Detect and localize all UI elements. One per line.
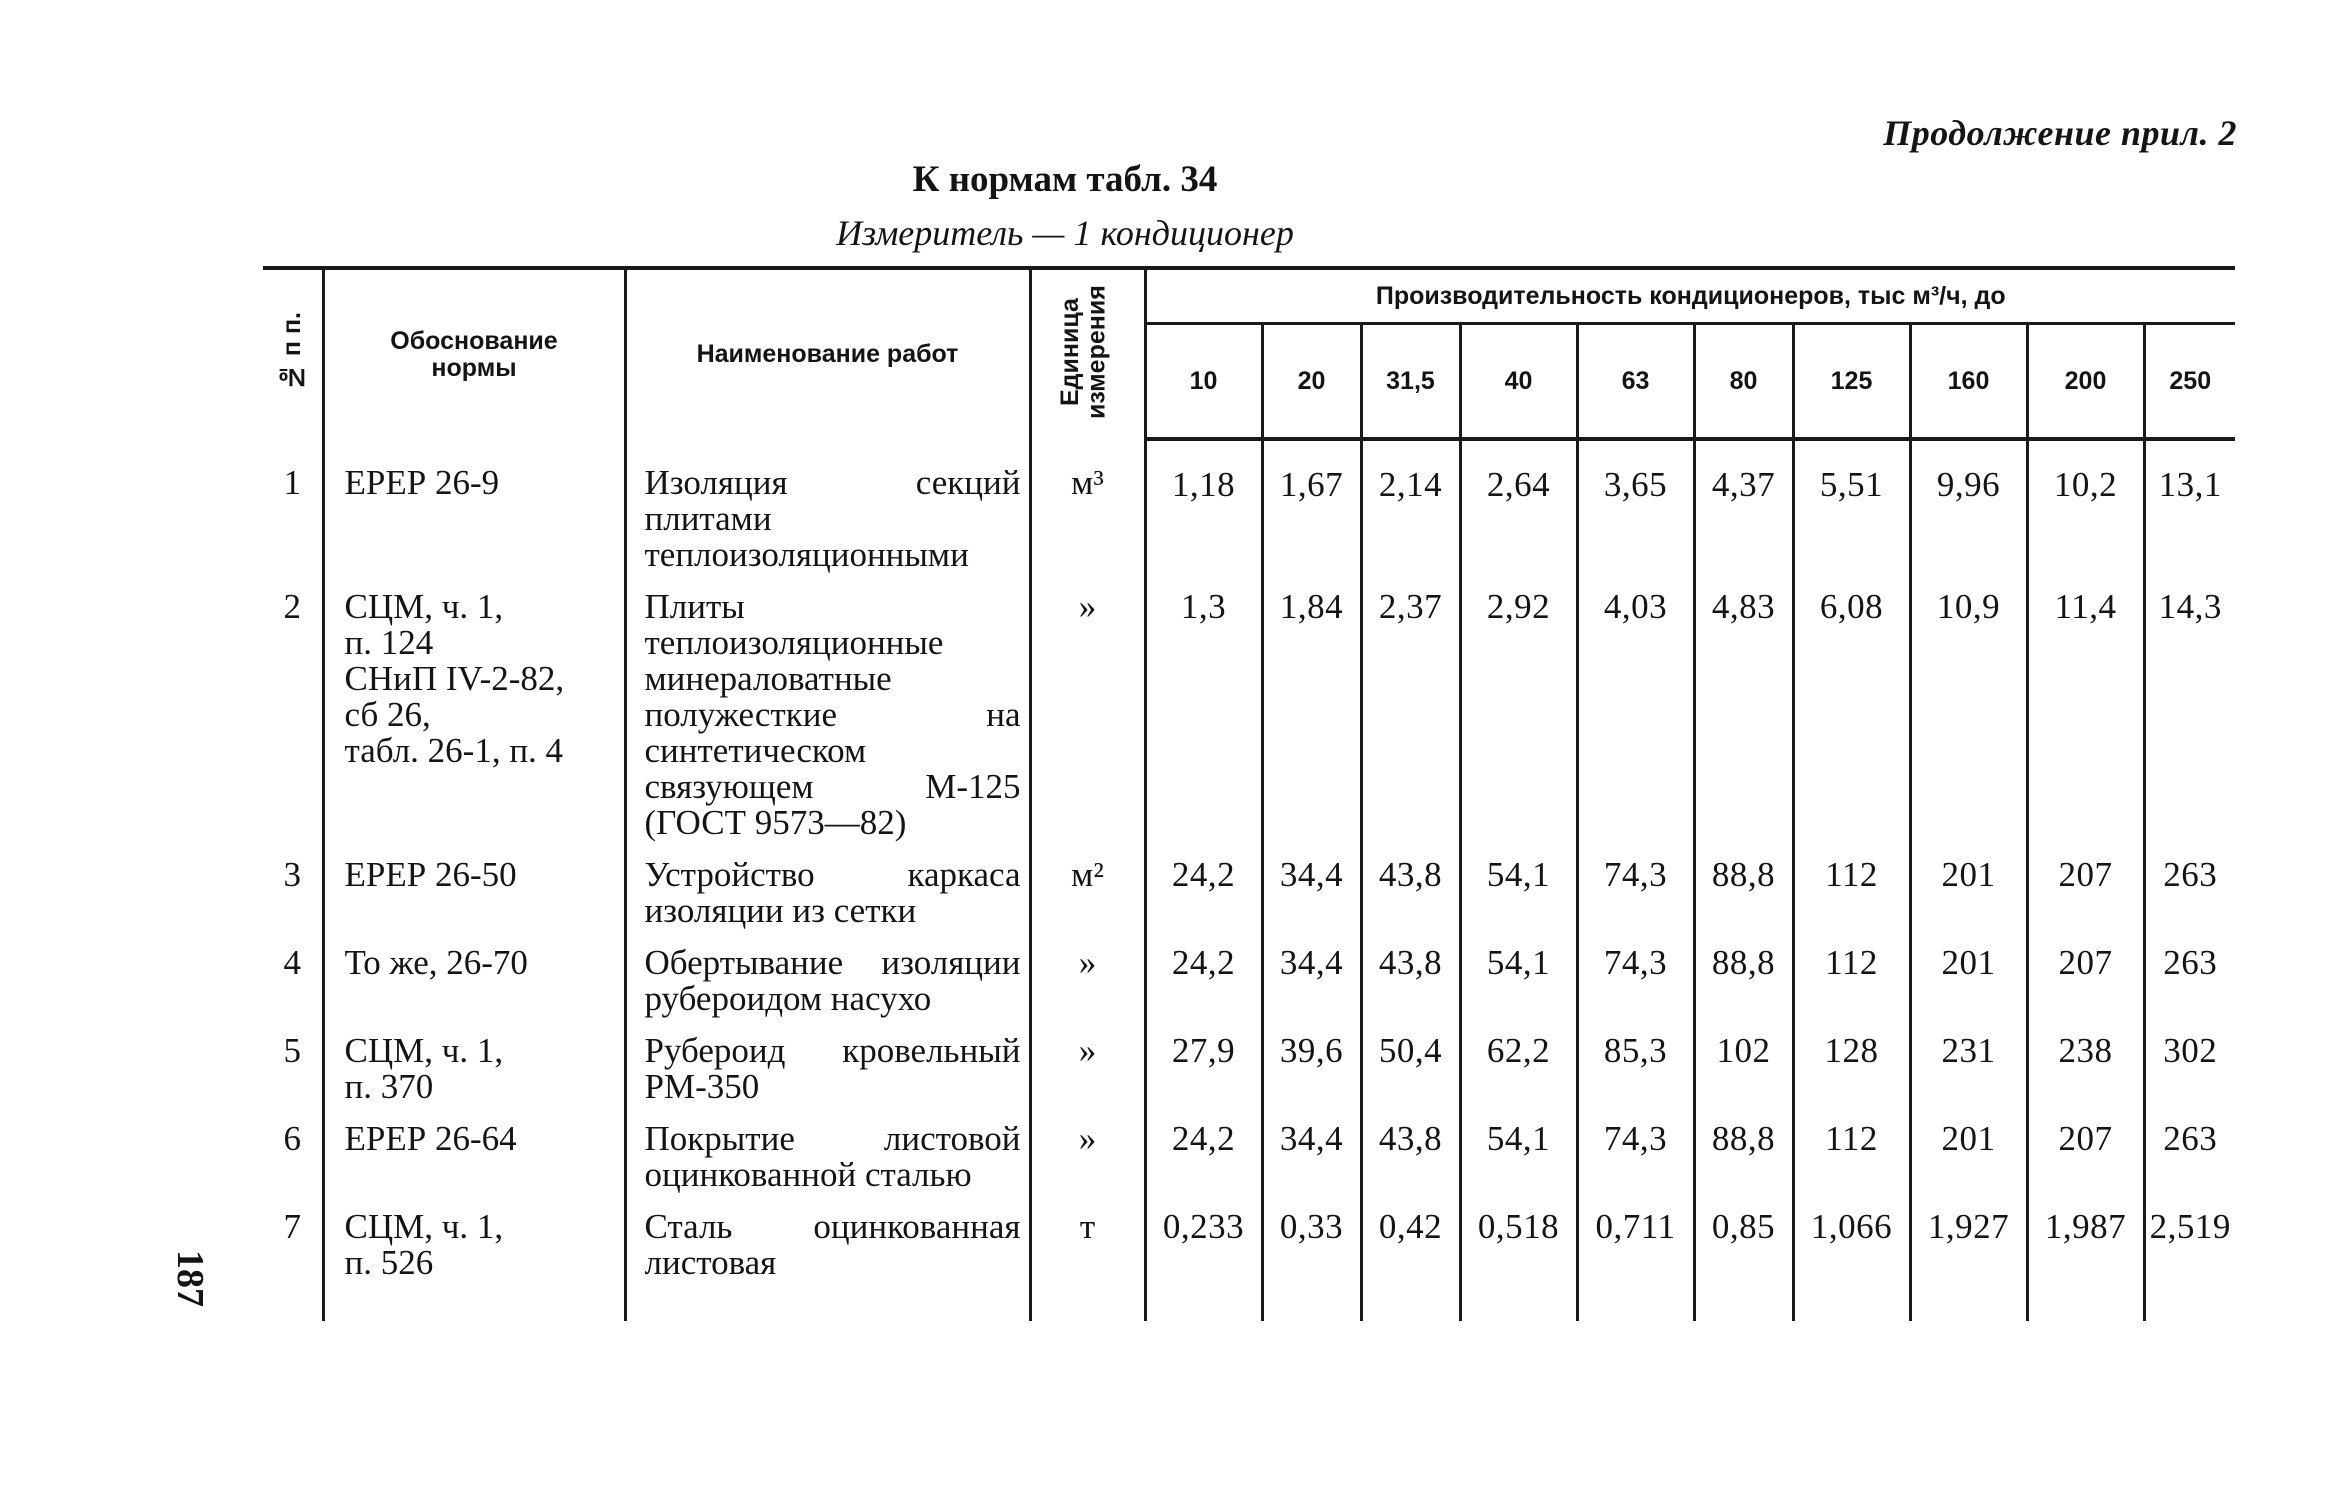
capacity-header-cell: 125: [1793, 324, 1910, 440]
value-cell: 54,1: [1460, 1115, 1577, 1203]
value-cell: 231: [1910, 1027, 2027, 1115]
norm-basis-line: ЕРЕР 26-9: [344, 463, 500, 502]
value-cell: 6,08: [1793, 583, 1910, 851]
norm-basis-cell: [323, 439, 625, 583]
row-number: 7: [283, 1207, 301, 1246]
value-cell: 88,8: [1694, 939, 1793, 1027]
capacity-header-cell: 200: [2027, 324, 2144, 440]
value-cell: 112: [1793, 851, 1910, 939]
row-number: 5: [283, 1031, 301, 1070]
value-cell: 1,927: [1910, 1203, 2027, 1321]
capacity-header-cell: 160: [1910, 324, 2027, 440]
value-cell: 201: [1910, 851, 2027, 939]
value-cell: 50,4: [1361, 1027, 1460, 1115]
value-cell: 34,4: [1262, 939, 1361, 1027]
table-row: [263, 439, 2235, 583]
capacity-header-cell: 63: [1577, 324, 1694, 440]
value-cell: 74,3: [1577, 851, 1694, 939]
table-title: К нормам табл. 34: [912, 159, 1218, 200]
norm-basis-line: СЦМ, ч. 1,: [344, 1207, 504, 1246]
value-cell: 0,518: [1460, 1203, 1577, 1321]
column-header-basis: Обоснование нормы: [323, 268, 625, 439]
header-row: [263, 268, 2235, 324]
table-row: [263, 851, 2235, 939]
capacity-header-cell: 80: [1694, 324, 1793, 440]
unit-cell: »: [1030, 1027, 1145, 1115]
value-cell: 10,2: [2027, 439, 2144, 583]
norm-basis-line: п. 370: [344, 1067, 434, 1106]
table-body: [263, 439, 2235, 1321]
work-name-cell: Сталь оцинкованная листовая: [625, 1203, 1030, 1321]
norm-basis-line: СЦМ, ч. 1,: [344, 1031, 504, 1070]
column-header-unit: Единица измерения: [1030, 268, 1145, 439]
value-cell: 263: [2144, 939, 2235, 1027]
column-header-work: Наименование работ: [625, 268, 1030, 439]
value-cell: 43,8: [1361, 851, 1460, 939]
value-cell: 88,8: [1694, 1115, 1793, 1203]
value-cell: 27,9: [1145, 1027, 1262, 1115]
value-cell: 112: [1793, 939, 1910, 1027]
continuation-note: Продолжение прил. 2: [1883, 113, 2237, 153]
capacity-header-cell: 31,5: [1361, 324, 1460, 440]
value-cell: 238: [2027, 1027, 2144, 1115]
value-cell: 54,1: [1460, 939, 1577, 1027]
table-row: [263, 939, 2235, 1027]
value-cell: 2,92: [1460, 583, 1577, 851]
value-cell: 74,3: [1577, 1115, 1694, 1203]
norm-basis-line: ЕРЕР 26-50: [344, 855, 517, 894]
norm-basis-cell: [323, 1203, 625, 1321]
value-cell: 34,4: [1262, 851, 1361, 939]
norm-basis-line: сб 26,: [344, 695, 431, 734]
value-cell: 24,2: [1145, 939, 1262, 1027]
unit-cell: м²: [1030, 851, 1145, 939]
capacity-header-cell: 10: [1145, 324, 1262, 440]
norm-basis-line: п. 124: [344, 623, 434, 662]
capacity-header-cell: 20: [1262, 324, 1361, 440]
norm-basis-line: То же, 26-70: [344, 943, 528, 982]
value-cell: 263: [2144, 1115, 2235, 1203]
table-row: [263, 1203, 2235, 1321]
table-measure-unit: Измеритель — 1 кондиционер: [836, 213, 1294, 253]
capacity-header-cell: 40: [1460, 324, 1577, 440]
value-cell: 85,3: [1577, 1027, 1694, 1115]
norm-basis-line: СЦМ, ч. 1,: [344, 587, 504, 626]
value-cell: 2,519: [2144, 1203, 2235, 1321]
value-cell: 1,67: [1262, 439, 1361, 583]
row-number: 1: [283, 463, 301, 502]
value-cell: 201: [1910, 939, 2027, 1027]
unit-cell: м³: [1030, 439, 1145, 583]
row-number: 2: [283, 587, 301, 626]
value-cell: 13,1: [2144, 439, 2235, 583]
norm-basis-line: табл. 26-1, п. 4: [344, 731, 564, 770]
norms-table: [263, 266, 2235, 1321]
work-name-cell: Покрытие листовой оцинкованной сталью: [625, 1115, 1030, 1203]
norm-basis-line: СНиП IV-2-82,: [344, 659, 565, 698]
norm-basis-cell: [323, 1115, 625, 1203]
work-name-cell: Устройство каркаса изоляции из сетки: [625, 851, 1030, 939]
value-cell: 10,9: [1910, 583, 2027, 851]
work-name-cell: Изоляция секций плитами теплоизоляционными: [625, 439, 1030, 583]
unit-cell: т: [1030, 1203, 1145, 1321]
value-cell: 201: [1910, 1115, 2027, 1203]
capacity-header-cell: 250: [2144, 324, 2235, 440]
value-cell: 207: [2027, 939, 2144, 1027]
value-cell: 34,4: [1262, 1115, 1361, 1203]
value-cell: 1,987: [2027, 1203, 2144, 1321]
value-cell: 88,8: [1694, 851, 1793, 939]
unit-cell: »: [1030, 939, 1145, 1027]
value-cell: 128: [1793, 1027, 1910, 1115]
value-cell: 2,14: [1361, 439, 1460, 583]
value-cell: 54,1: [1460, 851, 1577, 939]
value-cell: 1,84: [1262, 583, 1361, 851]
value-cell: 263: [2144, 851, 2235, 939]
norm-basis-cell: [323, 851, 625, 939]
value-cell: 62,2: [1460, 1027, 1577, 1115]
table-row: [263, 1027, 2235, 1115]
work-name-cell: Обертывание изоляции рубероидом насухо: [625, 939, 1030, 1027]
value-cell: 14,3: [2144, 583, 2235, 851]
value-cell: 9,96: [1910, 439, 2027, 583]
value-cell: 43,8: [1361, 1115, 1460, 1203]
value-cell: 207: [2027, 851, 2144, 939]
value-cell: 2,37: [1361, 583, 1460, 851]
value-cell: 0,33: [1262, 1203, 1361, 1321]
value-cell: 112: [1793, 1115, 1910, 1203]
value-cell: 0,42: [1361, 1203, 1460, 1321]
norm-basis-cell: [323, 583, 625, 851]
value-cell: 207: [2027, 1115, 2144, 1203]
value-cell: 24,2: [1145, 851, 1262, 939]
norm-basis-line: п. 526: [344, 1243, 434, 1282]
norm-basis-line: ЕРЕР 26-64: [344, 1119, 517, 1158]
value-cell: 3,65: [1577, 439, 1694, 583]
value-cell: 43,8: [1361, 939, 1460, 1027]
row-number: 6: [283, 1119, 301, 1158]
value-cell: 102: [1694, 1027, 1793, 1115]
value-cell: 39,6: [1262, 1027, 1361, 1115]
table-row: [263, 583, 2235, 851]
value-cell: 5,51: [1793, 439, 1910, 583]
norm-basis-cell: [323, 1027, 625, 1115]
value-cell: 1,066: [1793, 1203, 1910, 1321]
value-cell: 302: [2144, 1027, 2235, 1115]
value-cell: 4,83: [1694, 583, 1793, 851]
norm-basis-cell: [323, 939, 625, 1027]
table-row: [263, 1115, 2235, 1203]
row-number: 3: [283, 855, 301, 894]
work-name-cell: Плиты теплоизоляционные минераловатные полужесткие на синтетическом связующем М-125 (ГОСТ 9573—82): [625, 583, 1030, 851]
value-cell: 1,18: [1145, 439, 1262, 583]
row-number: 4: [283, 943, 301, 982]
column-header-capacity-group: Производительность кондиционеров, тыс м³/ч, до: [1145, 268, 2235, 324]
unit-cell: »: [1030, 1115, 1145, 1203]
value-cell: 0,711: [1577, 1203, 1694, 1321]
value-cell: 74,3: [1577, 939, 1694, 1027]
value-cell: 4,37: [1694, 439, 1793, 583]
value-cell: 24,2: [1145, 1115, 1262, 1203]
value-cell: 0,85: [1694, 1203, 1793, 1321]
value-cell: 0,233: [1145, 1203, 1262, 1321]
value-cell: 4,03: [1577, 583, 1694, 851]
page-number: 187: [169, 1250, 211, 1307]
value-cell: 2,64: [1460, 439, 1577, 583]
value-cell: 1,3: [1145, 583, 1262, 851]
column-header-num: № п п.: [278, 312, 307, 392]
value-cell: 11,4: [2027, 583, 2144, 851]
unit-cell: »: [1030, 583, 1145, 851]
work-name-cell: Рубероид кровельный РМ-350: [625, 1027, 1030, 1115]
